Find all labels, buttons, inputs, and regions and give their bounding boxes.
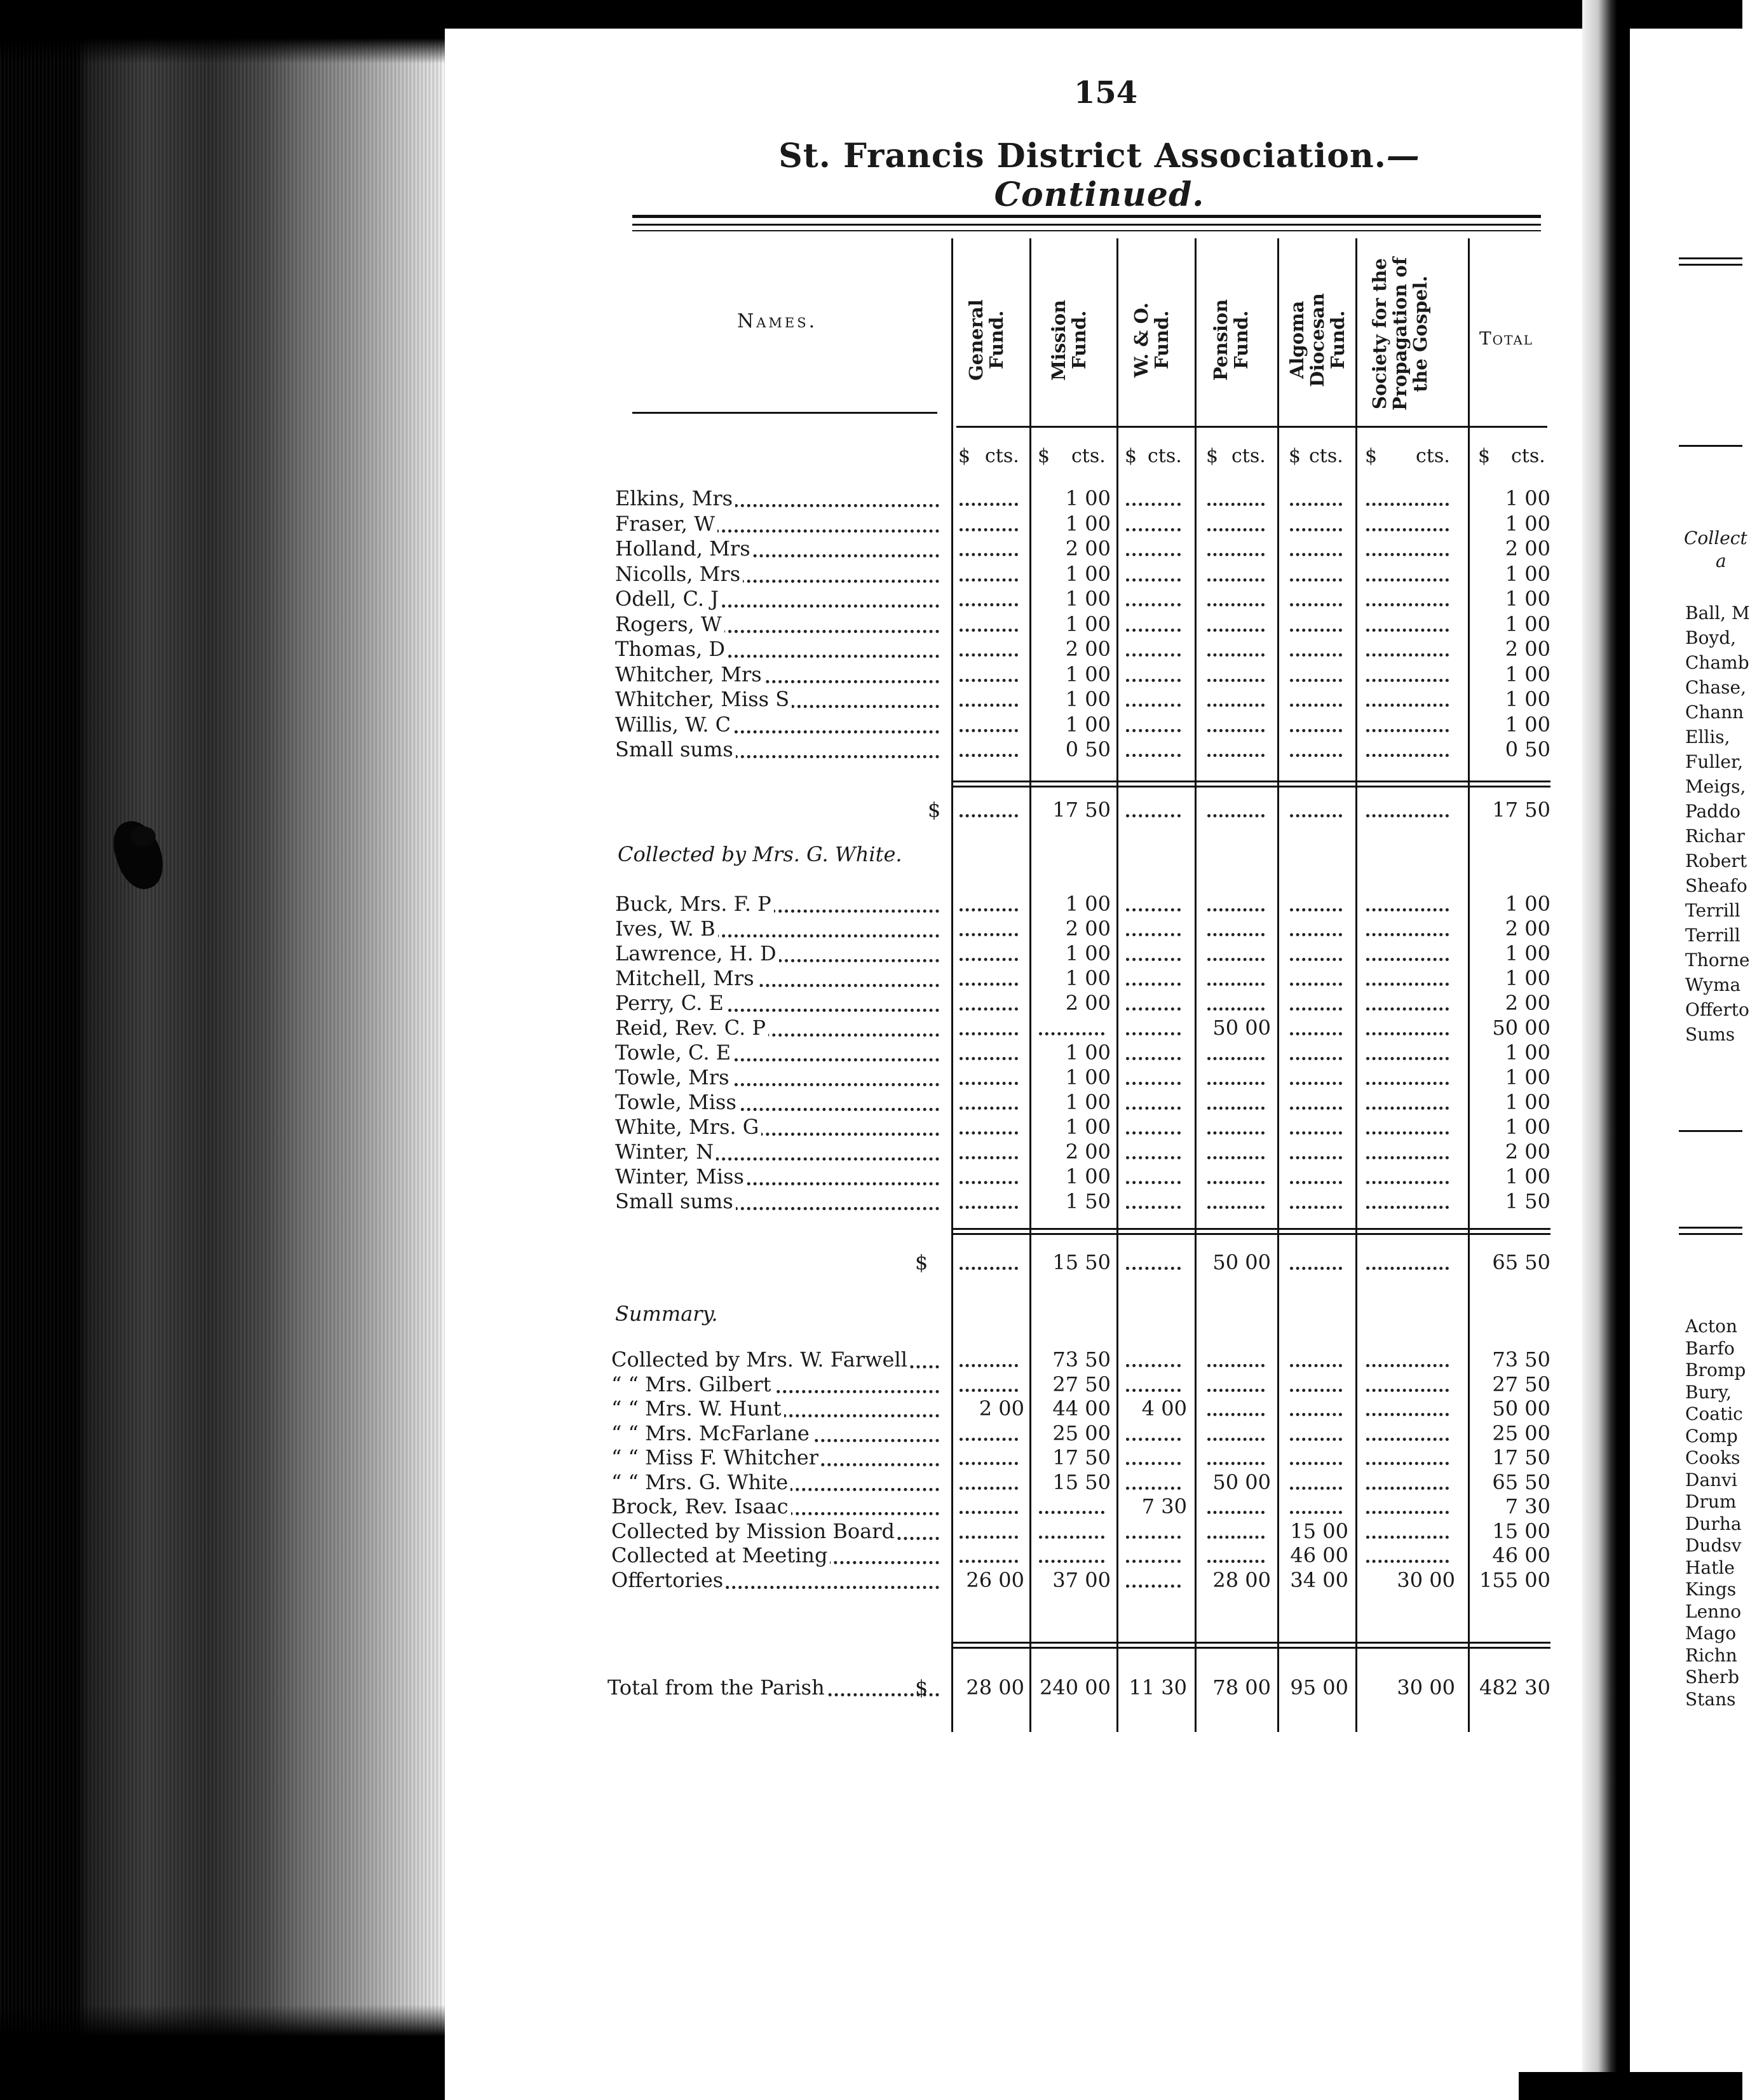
table-row — [0, 1189, 1742, 1215]
table-row — [0, 1470, 1742, 1496]
cell-total: 2 00 — [1505, 991, 1550, 1015]
row-name: Whitcher, Miss S — [615, 687, 792, 711]
cell-mission: 1 00 — [1065, 662, 1111, 686]
row-name: Lawrence, H. D — [615, 941, 779, 965]
row-name: Reid, Rev. C. P — [615, 1016, 768, 1040]
subtotal-row — [0, 798, 1742, 823]
subtotal-rule — [953, 781, 1550, 782]
cell-mission: 73 50 — [1052, 1347, 1111, 1372]
page-title — [699, 137, 1500, 214]
table-row — [0, 1016, 1742, 1041]
row-name: Collected by Mrs. W. Farwell — [611, 1347, 910, 1372]
header-total: Total — [1479, 328, 1534, 349]
cell-wo: 4 00 — [1141, 1396, 1187, 1421]
header-spg: Society for the Propagation of the Gospel. — [1369, 257, 1431, 411]
right-page-rule — [1679, 445, 1742, 447]
table-row — [0, 587, 1742, 612]
row-name: “ “ Mrs. McFarlane — [611, 1421, 812, 1445]
cell-pension: 28 00 — [1212, 1567, 1271, 1592]
cell-total: 1 00 — [1505, 511, 1550, 536]
right-page-heading-2: a — [1716, 550, 1726, 571]
cell-mission: 27 50 — [1052, 1372, 1111, 1396]
cell-mission: 15 50 — [1052, 1469, 1111, 1494]
header-names: Names. — [737, 310, 818, 332]
row-name: Collected by Mission Board — [611, 1519, 897, 1543]
right-page-name: Sherb — [1685, 1667, 1740, 1688]
unit-cents-mission: cts. — [1071, 445, 1106, 467]
table-row — [0, 1568, 1742, 1593]
page-title-main: St. Francis District Association. — [778, 137, 1387, 175]
right-page-name: Mago — [1685, 1623, 1737, 1644]
row-name: Small sums — [615, 1189, 736, 1213]
right-page-name: Chann — [1685, 702, 1744, 723]
cell-mission: 1 00 — [1065, 941, 1111, 965]
right-page-name: Chase, — [1685, 677, 1746, 698]
cell-mission: 1 00 — [1065, 1115, 1111, 1139]
table-row — [0, 687, 1742, 712]
cell-pension: 50 00 — [1212, 1469, 1271, 1494]
row-name: Rogers, W — [615, 612, 724, 636]
cell-mission: 2 00 — [1065, 1140, 1111, 1164]
unit-dollar-pension: $ — [1206, 445, 1219, 467]
cell-mission: 1 00 — [1065, 712, 1111, 737]
page-number: 154 — [1074, 75, 1138, 111]
cell-total: 46 00 — [1492, 1543, 1550, 1567]
unit-cents-algoma: cts. — [1309, 445, 1343, 467]
row-name: Towle, C. E — [615, 1040, 733, 1065]
row-name: “ “ Mrs. Gilbert — [611, 1372, 774, 1396]
right-page-name: Richar — [1685, 826, 1745, 847]
subtotal-rule-2 — [953, 786, 1550, 788]
row-name: Offertories — [611, 1568, 726, 1592]
right-page-name: Cooks — [1685, 1447, 1740, 1468]
cell-mission: 37 00 — [1052, 1567, 1111, 1592]
table-row — [0, 486, 1742, 512]
cell-algoma: 15 00 — [1290, 1518, 1348, 1543]
row-name: Perry, C. E — [615, 991, 726, 1015]
cell-total: 65 50 — [1492, 1250, 1550, 1274]
row-name: Small sums — [615, 737, 736, 761]
cell-spg: 30 00 — [1397, 1675, 1455, 1700]
cell-total: 50 00 — [1492, 1396, 1550, 1421]
table-row — [0, 1519, 1742, 1544]
cell-total: 1 00 — [1505, 712, 1550, 737]
cell-total: 0 50 — [1505, 737, 1550, 761]
table-row — [0, 536, 1742, 562]
right-page-heading: Collect — [1684, 528, 1747, 549]
table-row — [0, 712, 1742, 738]
right-page-name: Fuller, — [1685, 751, 1744, 772]
cell-mission: 1 00 — [1065, 1090, 1111, 1114]
cell-total: 1 00 — [1505, 486, 1550, 510]
table-row — [0, 562, 1742, 587]
cell-total: 1 00 — [1505, 611, 1550, 636]
table-row — [0, 1421, 1742, 1447]
grand-total-row — [0, 1675, 1742, 1701]
right-page-name: Barfo — [1685, 1337, 1735, 1359]
cell-total: 1 00 — [1505, 587, 1550, 611]
cell-total: 1 00 — [1505, 1065, 1550, 1089]
row-name: Nicolls, Mrs — [615, 562, 743, 586]
cell-wo: 11 30 — [1129, 1675, 1187, 1700]
right-page-name: Durha — [1685, 1513, 1742, 1534]
right-page-name: Sheafo — [1685, 875, 1747, 896]
right-page-name: Chamb — [1685, 652, 1749, 673]
cell-general: 2 00 — [979, 1396, 1024, 1421]
table-row — [0, 512, 1742, 537]
header-mission-fund: Mission Fund. — [1048, 299, 1090, 381]
page-title-continued: —Continued. — [994, 137, 1420, 214]
row-name: “ “ Mrs. G. White — [611, 1470, 790, 1494]
cell-total: 1 00 — [1505, 561, 1550, 586]
cell-mission: 2 00 — [1065, 991, 1111, 1015]
unit-dollar-spg: $ — [1365, 445, 1378, 467]
section-heading-mrs-g-white: Collected by Mrs. G. White. — [618, 842, 902, 866]
row-name: Towle, Mrs — [615, 1065, 732, 1089]
row-name: White, Mrs. G — [615, 1115, 761, 1139]
cell-mission: 1 00 — [1065, 892, 1111, 916]
right-page-rule — [1679, 1227, 1742, 1229]
right-page-name: Wyma — [1685, 974, 1741, 995]
table-row — [0, 1396, 1742, 1422]
cell-mission: 1 00 — [1065, 1065, 1111, 1089]
unit-cents-pension: cts. — [1231, 445, 1266, 467]
row-name: Winter, N — [615, 1140, 716, 1164]
cell-total: 1 00 — [1505, 892, 1550, 916]
right-page-name: Comp — [1685, 1425, 1738, 1447]
cell-total: 2 00 — [1505, 637, 1550, 661]
cell-mission: 2 00 — [1065, 917, 1111, 941]
right-page-name: Bury, — [1685, 1381, 1732, 1403]
subtotal-row — [0, 1250, 1742, 1276]
row-name: “ “ Miss F. Whitcher — [611, 1445, 821, 1469]
right-page-name: Dudsv — [1685, 1535, 1742, 1556]
row-name: Whitcher, Mrs — [615, 662, 764, 686]
right-page-rule — [1679, 264, 1742, 266]
right-page-name: Drum — [1685, 1491, 1737, 1512]
table-row — [0, 991, 1742, 1016]
row-name: Ives, W. B — [615, 917, 718, 941]
cell-total: 155 00 — [1479, 1567, 1550, 1592]
cell-total: 482 30 — [1479, 1675, 1550, 1700]
right-page-name: Robert — [1685, 850, 1747, 871]
cell-total: 1 00 — [1505, 662, 1550, 686]
row-name: Fraser, W — [615, 512, 717, 536]
cell-general: 28 00 — [966, 1675, 1024, 1700]
right-page-name: Boyd, — [1685, 627, 1737, 648]
right-page-rule — [1679, 1233, 1742, 1235]
cell-mission: 1 00 — [1065, 511, 1111, 536]
cell-mission: 1 00 — [1065, 587, 1111, 611]
cell-mission: 25 00 — [1052, 1421, 1111, 1445]
table-row — [0, 1065, 1742, 1091]
subtotal-rule — [953, 1228, 1550, 1230]
right-page-name: Offerto — [1685, 999, 1749, 1020]
table-row — [0, 662, 1742, 688]
table-row — [0, 1372, 1742, 1398]
unit-cents-general: cts. — [985, 445, 1019, 467]
cell-total: 50 00 — [1492, 1016, 1550, 1040]
cell-spg: 30 00 — [1397, 1567, 1455, 1592]
cell-mission: 17 50 — [1052, 798, 1111, 822]
right-page-rule — [1679, 257, 1742, 259]
unit-dollar-algoma: $ — [1289, 445, 1301, 467]
cell-total: 1 00 — [1505, 1115, 1550, 1139]
cell-mission: 2 00 — [1065, 536, 1111, 561]
cell-total: 1 00 — [1505, 966, 1550, 990]
right-page-name: Terrill — [1685, 900, 1740, 921]
right-page-name: Kings — [1685, 1579, 1737, 1600]
cell-total: 1 00 — [1505, 1164, 1550, 1189]
right-page-name: Ellis, — [1685, 726, 1730, 747]
row-name: Willis, W. C — [615, 712, 733, 737]
row-name: Brock, Rev. Isaac — [611, 1494, 791, 1518]
cell-mission: 1 00 — [1065, 1164, 1111, 1189]
right-page-name: Acton — [1685, 1316, 1738, 1337]
unit-dollar-wo: $ — [1125, 445, 1137, 467]
cell-algoma: 34 00 — [1290, 1567, 1348, 1592]
subtotal-rule-2 — [953, 1233, 1550, 1235]
row-name: Total from the Parish — [607, 1675, 827, 1700]
header-pension-fund: Pension Fund. — [1210, 299, 1252, 381]
section-heading-summary: Summary. — [615, 1302, 718, 1326]
row-name: Odell, C. J — [615, 587, 721, 611]
right-page-name: Stans — [1685, 1688, 1736, 1710]
row-name: Buck, Mrs. F. P — [615, 892, 774, 916]
unit-dollar-mission: $ — [1038, 445, 1050, 467]
cell-mission: 1 50 — [1065, 1189, 1111, 1213]
cell-pension: 78 00 — [1212, 1675, 1271, 1700]
cell-total: 2 00 — [1505, 536, 1550, 561]
cell-mission: 1 00 — [1065, 687, 1111, 711]
top-rule-2 — [632, 224, 1541, 226]
unit-cents-spg: cts. — [1416, 445, 1450, 467]
unit-dollar-total: $ — [1478, 445, 1491, 467]
unit-cents-total: cts. — [1511, 445, 1545, 467]
table-row — [0, 637, 1742, 662]
cell-mission: 2 00 — [1065, 637, 1111, 661]
cell-pension: 50 00 — [1212, 1250, 1271, 1274]
table-row — [0, 917, 1742, 942]
cell-total: 65 50 — [1492, 1469, 1550, 1494]
table-row — [0, 1164, 1742, 1190]
right-page-name: Sums — [1685, 1024, 1735, 1045]
right-page-name: Terrill — [1685, 925, 1740, 946]
row-name: Collected at Meeting — [611, 1543, 830, 1567]
cell-mission: 1 00 — [1065, 561, 1111, 586]
cell-mission: 44 00 — [1052, 1396, 1111, 1421]
cell-total: 7 30 — [1505, 1494, 1550, 1518]
cell-mission: 1 00 — [1065, 611, 1111, 636]
row-name: Elkins, Mrs — [615, 486, 735, 510]
table-row — [0, 1040, 1742, 1066]
right-page-name: Thorne — [1685, 950, 1750, 971]
right-page-name: Ball, M — [1685, 603, 1750, 624]
top-rule — [632, 215, 1541, 218]
right-page-name: Bromp — [1685, 1360, 1746, 1381]
cell-total: 1 00 — [1505, 1040, 1550, 1065]
header-algoma-fund: Algoma Diocesan Fund. — [1286, 293, 1348, 387]
cell-mission: 1 00 — [1065, 1040, 1111, 1065]
row-name: Mitchell, Mrs — [615, 966, 757, 990]
cell-mission: 17 50 — [1052, 1445, 1111, 1469]
table-row — [0, 941, 1742, 967]
cell-total: 1 00 — [1505, 941, 1550, 965]
grand-total-rule-2 — [953, 1647, 1550, 1649]
cell-total: 2 00 — [1505, 1140, 1550, 1164]
header-wo-fund: W. & O. Fund. — [1130, 302, 1172, 378]
header-general-fund: General Fund. — [965, 299, 1007, 381]
table-row — [0, 1347, 1742, 1373]
cell-total: 25 00 — [1492, 1421, 1550, 1445]
table-row — [0, 1445, 1742, 1471]
row-name: Holland, Mrs — [615, 536, 753, 561]
right-page-rule — [1679, 1130, 1742, 1132]
table-row — [0, 612, 1742, 638]
cell-total: 1 50 — [1505, 1189, 1550, 1213]
right-page-name: Paddo — [1685, 801, 1740, 822]
table-row — [0, 1090, 1742, 1115]
names-underline — [632, 412, 937, 414]
cell-total: 1 00 — [1505, 1090, 1550, 1114]
cell-total: 15 00 — [1492, 1518, 1550, 1543]
cell-mission: 240 00 — [1040, 1675, 1111, 1700]
table-row — [0, 737, 1742, 763]
cell-total: 17 50 — [1492, 798, 1550, 822]
row-name: Winter, Miss — [615, 1164, 747, 1189]
cell-pension: 50 00 — [1212, 1016, 1271, 1040]
row-dollar-sign: $ — [915, 1675, 928, 1700]
unit-dollar-general: $ — [958, 445, 971, 467]
row-dollar-sign: $ — [915, 1250, 928, 1274]
cell-mission: 15 50 — [1052, 1250, 1111, 1274]
cell-total: 1 00 — [1505, 687, 1550, 711]
grand-total-rule — [953, 1642, 1550, 1644]
cell-algoma: 95 00 — [1290, 1675, 1348, 1700]
row-name: Thomas, D — [615, 637, 728, 661]
right-page-name: Lenno — [1685, 1600, 1742, 1622]
right-page-name: Hatle — [1685, 1557, 1735, 1578]
unit-cents-wo: cts. — [1148, 445, 1182, 467]
row-name: “ “ Mrs. W. Hunt — [611, 1396, 784, 1421]
cell-general: 26 00 — [966, 1567, 1024, 1592]
right-page-name: Coatic — [1685, 1403, 1743, 1424]
table-row — [0, 966, 1742, 992]
cell-total: 17 50 — [1492, 1445, 1550, 1469]
row-name: Towle, Miss — [615, 1090, 739, 1114]
right-page-name: Danvi — [1685, 1469, 1737, 1490]
cell-total: 73 50 — [1492, 1347, 1550, 1372]
right-page-name: Richn — [1685, 1644, 1737, 1666]
cell-total: 2 00 — [1505, 917, 1550, 941]
cell-mission: 0 50 — [1065, 737, 1111, 761]
row-dollar-sign: $ — [928, 798, 941, 822]
table-row — [0, 1494, 1742, 1520]
right-page-name: Meigs, — [1685, 776, 1746, 797]
table-row — [0, 1115, 1742, 1140]
table-row — [0, 1140, 1742, 1165]
cell-mission: 1 00 — [1065, 486, 1111, 510]
table-row — [0, 892, 1742, 917]
cell-algoma: 46 00 — [1290, 1543, 1348, 1567]
cell-wo: 7 30 — [1141, 1494, 1187, 1518]
cell-mission: 1 00 — [1065, 966, 1111, 990]
cell-total: 27 50 — [1492, 1372, 1550, 1396]
table-row — [0, 1543, 1742, 1569]
